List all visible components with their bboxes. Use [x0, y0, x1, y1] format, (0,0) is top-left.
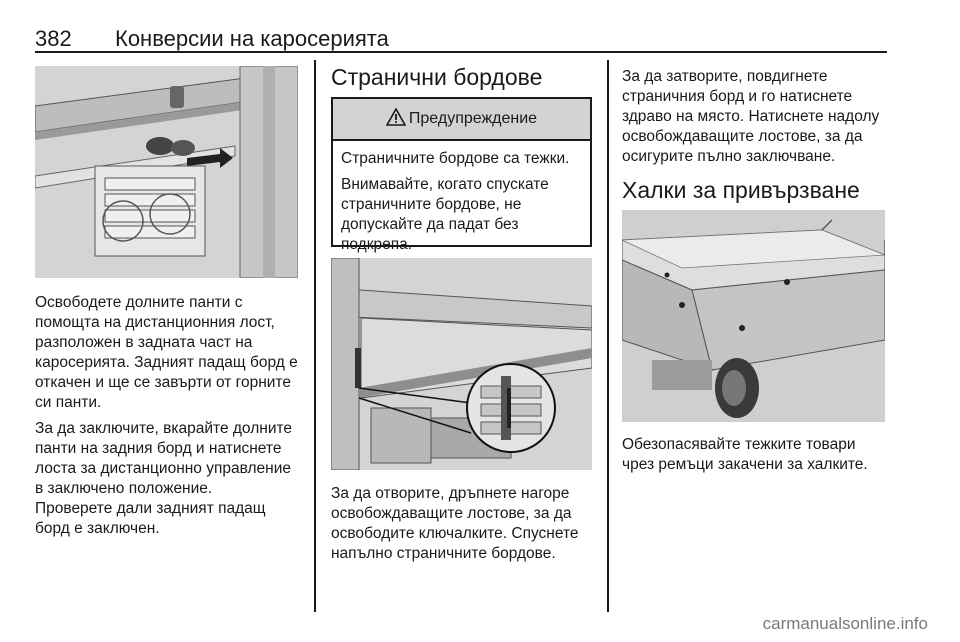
- warning-text: Внимавайте, когато спускате страничните бордове, не допускайте да падат без подкрепа.: [341, 176, 549, 253]
- warning-text: Страничните бордове са тежки.: [341, 150, 570, 167]
- warning-title: Предупреждение: [408, 110, 538, 127]
- middle-column-text: [331, 484, 596, 564]
- page-number: 382: [35, 26, 72, 51]
- section-heading-side-boards: Странични бордове: [331, 64, 543, 90]
- paragraph: Проверете дали задният падащ борд е заключен.: [35, 500, 266, 537]
- warning-header: [333, 99, 590, 141]
- section-heading-tie-down-rings: Халки за привързване: [622, 177, 860, 203]
- paragraph: Освободете долните панти с помощта на дистанционния лост, разположен в задната част на каросерията. Задният падащ борд е откачен и ще се завърти от горните си панти.: [35, 294, 298, 411]
- side-board-latch-illustration: [331, 258, 592, 470]
- column-divider-left: [314, 60, 316, 612]
- right-column-top-text: [622, 67, 890, 167]
- paragraph: Обезопасявайте тежките товари чрез ремъци закачени за халките.: [622, 436, 868, 473]
- header-rule: [35, 51, 887, 53]
- paragraph: За да затворите, повдигнете страничния борд и го натиснете здраво на място. Натиснете надолу освобождаващите лостове, за да осигурите пълно заключване.: [622, 68, 880, 165]
- tailgate-hinge-illustration: [35, 66, 298, 278]
- warning-body: [333, 141, 590, 255]
- paragraph: За да отворите, дръпнете нагоре освобождаващите лостове, за да освободите ключалките. Спуснете напълно страничните бордове.: [331, 485, 579, 562]
- watermark[interactable]: carmanualsonline.info: [762, 614, 928, 633]
- right-column-bottom-text: [622, 435, 890, 475]
- paragraph: За да заключите, вкарайте долните панти на задния борд и натиснете лоста за дистанционно управление в заключено положение.: [35, 420, 293, 497]
- warning-box: [331, 97, 592, 253]
- left-column-text: [35, 293, 300, 539]
- chapter-title: Конверсии на каросерията: [115, 26, 389, 51]
- column-divider-right: [607, 60, 609, 612]
- warning-triangle-icon: [386, 108, 409, 131]
- cargo-bed-illustration: [622, 210, 885, 422]
